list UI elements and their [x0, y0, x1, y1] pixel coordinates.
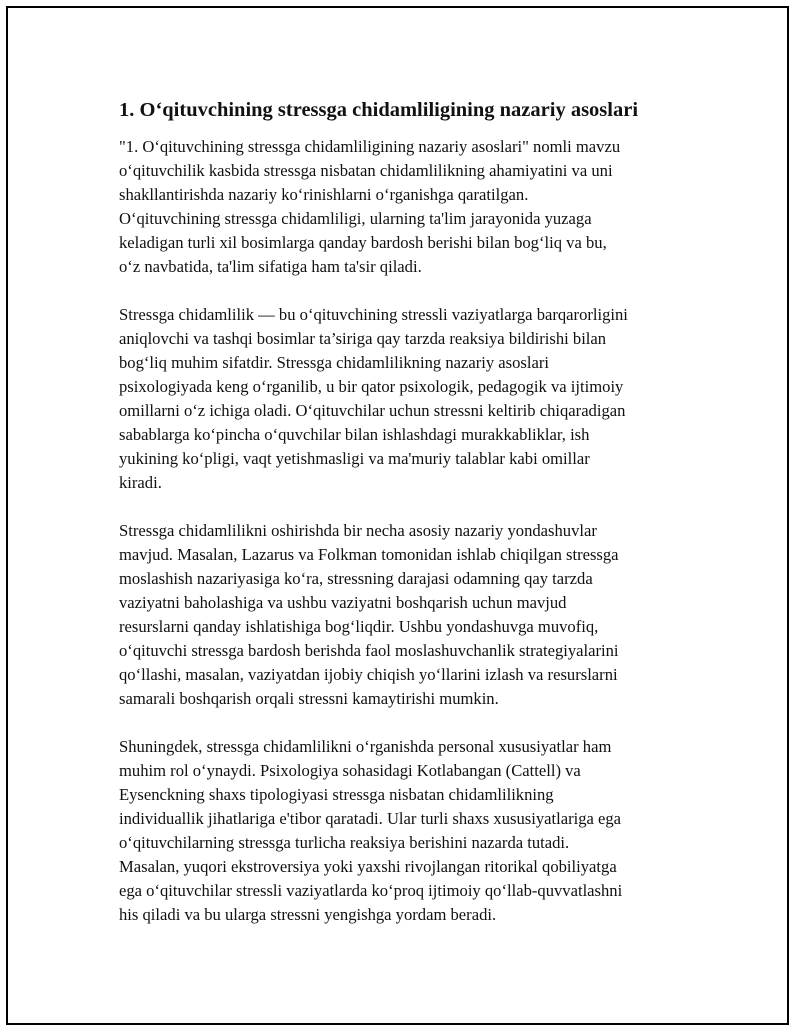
document-content [119, 97, 694, 927]
paragraph-1: "1. O‘qituvchining stressga chidamliligining nazariy asoslari" nomli mavzu o‘qituvchilik kasbida stressga nisbatan chidamlilikning ahamiyatini va uni shakllantirishda nazariy ko‘rinishlarni o‘rganishga qaratilgan. O‘qituvchining stressga chidamliligi, ularning ta'lim jarayonida yuzaga keladigan turli xil bosimlarga qanday bardosh berishi bilan bog‘liq va bu, o‘z navbatida, ta'lim sifatiga ham ta'sir qiladi. [119, 137, 621, 276]
paragraph-4: Shuningdek, stressga chidamlilikni o‘rganishda personal xususiyatlar ham muhim rol o‘ynaydi. Psixologiya sohasidagi Kotlabangan (Cattell) va Eysenckning shaxs tipologiyasi stressga nisbatan chidamlilikning individuallik jihatlariga e'tibor qaratadi. Ular turli shaxs xususiyatlariga ega o‘qituvchilarning stressga turlicha reaksiya berishini nazarda tutadi. Masalan, yuqori ekstroversiya yoki yaxshi rivojlangan ritorikal qobiliyatga ega o‘qituvchilar stressli vaziyatlarda ko‘proq ijtimoiy qo‘llab-quvvatlashni his qiladi va bu ularga stressni yengishga yordam beradi. [119, 737, 623, 924]
paragraph-2: Stressga chidamlilik — bu o‘qituvchining stressli vaziyatlarga barqarorligini aniqlovchi va tashqi bosimlar ta’siriga qay tarzda reaksiya bildirishi bilan bog‘liq muhim sifatdir. Stressga chidamlilikning nazariy asoslari psixologiyada keng o‘rganilib, u bir qator psixologik, pedagogik va ijtimoiy omillarni o‘z ichiga oladi. O‘qituvchilar uchun stressni keltirib chiqaradigan sabablarga ko‘pincha o‘quvchilar bilan ishlashdagi murakkabliklar, ish yukining ko‘pligi, vaqt yetishmasligi va ma'muriy talablar kabi omillar kiradi. [119, 305, 628, 492]
paragraph-3: Stressga chidamlilikni oshirishda bir necha asosiy nazariy yondashuvlar mavjud. Masalan, Lazarus va Folkman tomonidan ishlab chiqilgan stressga moslashish nazariyasiga ko‘ra, stressning darajasi odamning qay tarzda vaziyatni baholashiga va ushbu vaziyatni boshqarish uchun mavjud resurslarni qanday ishlatishiga bog‘liqdir. Ushbu yondashuvga muvofiq, o‘qituvchi stressga bardosh berishda faol moslashuvchanlik strategiyalarini qo‘llashi, masalan, vaziyatdan ijobiy chiqish yo‘llarini izlash va resurslarni samarali boshqarish orqali stressni kamaytirishi mumkin. [119, 521, 619, 708]
section-title: 1. O‘qituvchining stressga chidamliligining nazariy asoslari [119, 99, 639, 121]
document-page [6, 6, 789, 1025]
